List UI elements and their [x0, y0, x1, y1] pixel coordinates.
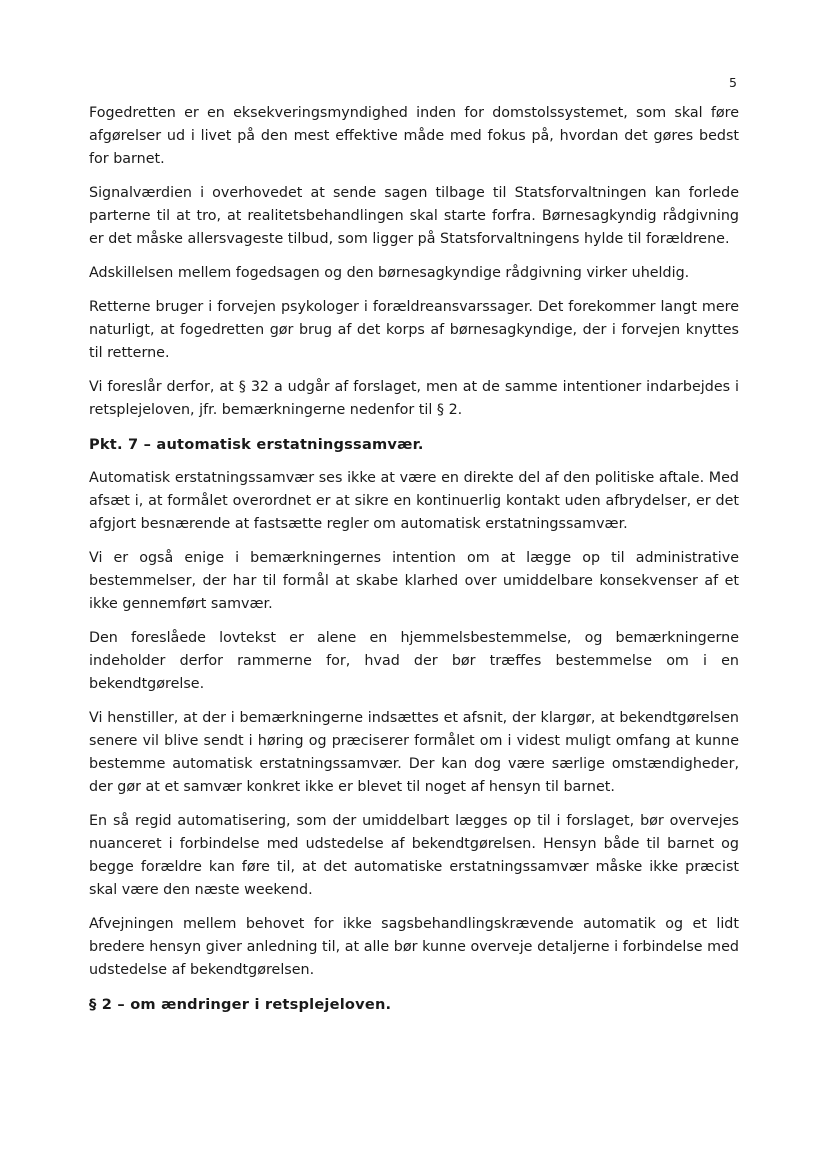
paragraph-fogedretten: Fogedretten er en eksekveringsmyndighed inden for domstolssystemet, som skal føre afgørelser ud i livet på den mest effektive måde med fokus på, hvordan det gøres bedst for barnet.: [89, 105, 739, 167]
paragraph-vi-henstiller: Vi henstiller, at der i bemærkningerne indsættes et afsnit, der klargør, at bekendtgørelsen senere vil blive sendt i høring og præciserer formålet om i videst muligt omfang at kunne bestemme automatisk erstatningssamvær. Der kan dog være særlige omstændigheder, der gør at et samvær konkret ikke er blevet til noget af hensyn til barnet.: [89, 710, 739, 795]
paragraph-signalvaerdien: Signalværdien i overhovedet at sende sagen tilbage til Statsforvaltningen kan forlede parterne til at tro, at realitetsbehandlingen skal starte forfra. Børnesagkyndig rådgivning er det måske allersvageste tilbud, som ligger på Statsforvaltningens hylde til forældrene.: [89, 185, 739, 247]
section-heading-pkt7: Pkt. 7 – automatisk erstatningssamvær.: [89, 436, 424, 453]
paragraph-den-foreslaaede: Den foreslåede lovtekst er alene en hjemmelsbestemmelse, og bemærkningerne indeholder derfor rammerne for, hvad der bør træffes bestemmelse om i en bekendtgørelse.: [89, 630, 739, 692]
document-body: [89, 102, 739, 1027]
paragraph-retterne: Retterne bruger i forvejen psykologer i forældreansvarssager. Det forekommer langt mere naturligt, at fogedretten gør brug af det korps af børnesagkyndige, der i forvejen knyttes til retterne.: [89, 299, 739, 361]
paragraph-vi-foreslaar: Vi foreslår derfor, at § 32 a udgår af forslaget, men at de samme intentioner indarbejdes i retsplejeloven, jfr. bemærkningerne nedenfor til § 2.: [89, 379, 739, 418]
paragraph-afvejningen: Afvejningen mellem behovet for ikke sagsbehandlingskrævende automatik og et lidt bredere hensyn giver anledning til, at alle bør kunne overveje detaljerne i forbindelse med udstedelse af bekendtgørelsen.: [89, 916, 739, 978]
paragraph-adskillelsen: Adskillelsen mellem fogedsagen og den børnesagkyndige rådgivning virker uheldig.: [89, 265, 690, 281]
section-heading-s2: § 2 – om ændringer i retsplejeloven.: [89, 996, 392, 1013]
paragraph-vi-er-ogsaa: Vi er også enige i bemærkningernes intention om at lægge op til administrative bestemmelser, der har til formål at skabe klarhed over umiddelbare konsekvenser af et ikke gennemført samvær.: [89, 550, 739, 612]
paragraph-automatisk: Automatisk erstatningssamvær ses ikke at være en direkte del af den politiske aftale. Med afsæt i, at formålet overordnet er at sikre en kontinuerlig kontakt uden afbrydelser, er det afgjort besnærende at fastsætte regler om automatisk erstatningssamvær.: [89, 470, 739, 532]
page-number: 5: [729, 75, 737, 90]
paragraph-en-saa-regid: En så regid automatisering, som der umiddelbart lægges op til i forslaget, bør overvejes nuanceret i forbindelse med udstedelse af bekendtgørelsen. Hensyn både til barnet og begge forældre kan føre til, at det automatiske erstatningssamvær måske ikke præcist skal være den næste weekend.: [89, 813, 739, 898]
